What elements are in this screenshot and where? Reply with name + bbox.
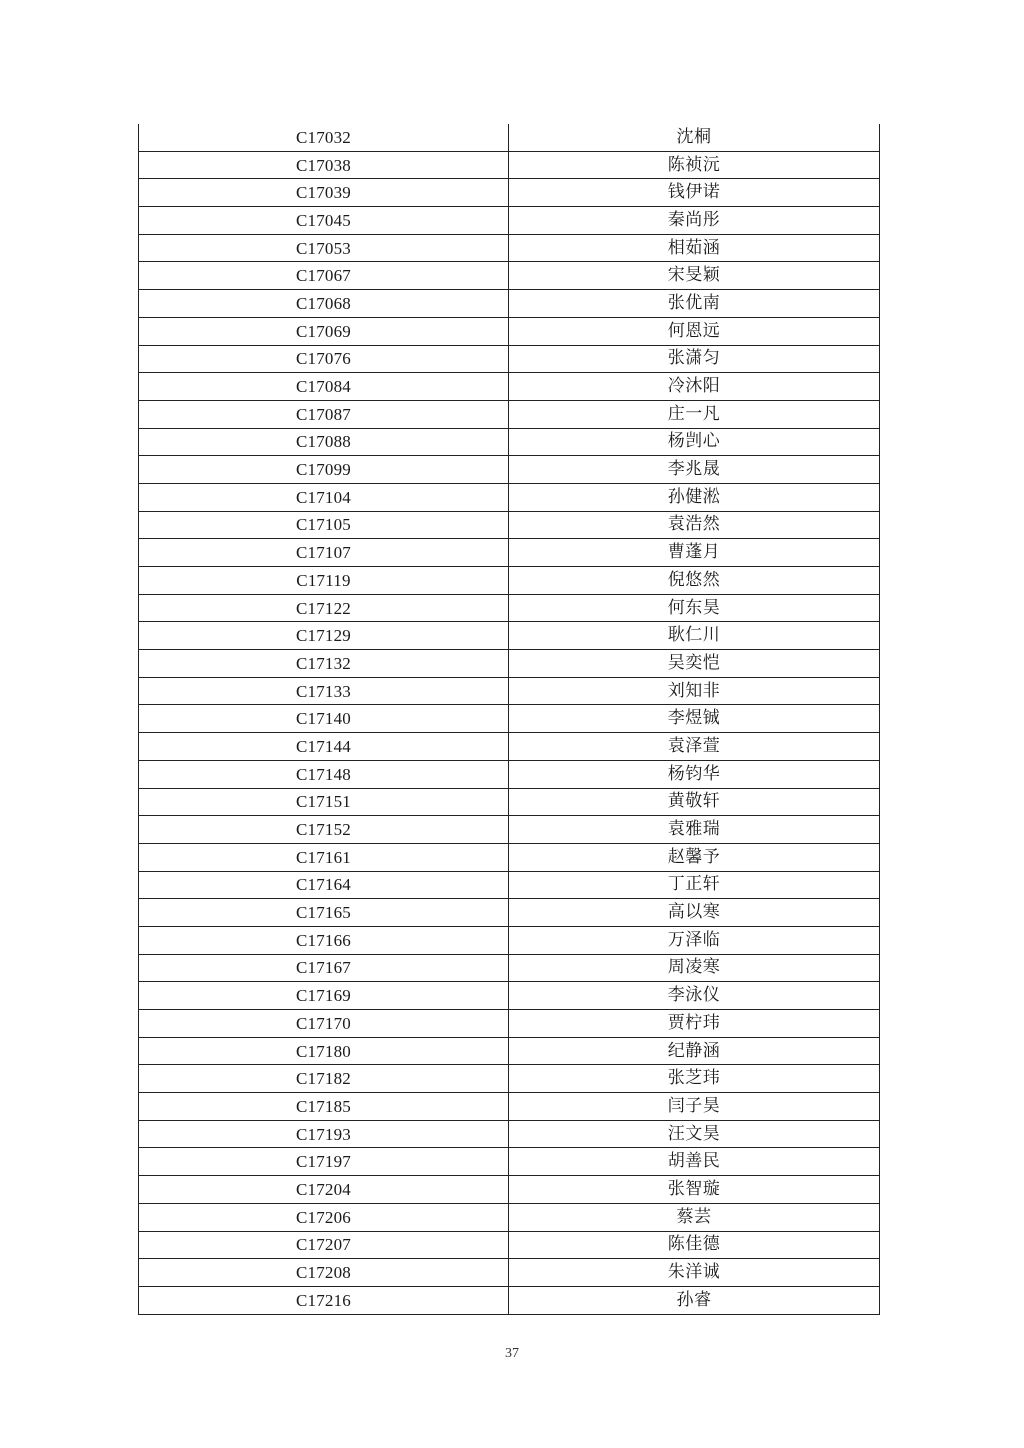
table-row bbox=[139, 622, 880, 650]
candidate-code-cell: C17133 bbox=[139, 677, 509, 705]
candidate-name-cell: 李煜铖 bbox=[509, 705, 880, 733]
candidate-code-cell: C17122 bbox=[139, 594, 509, 622]
table-row bbox=[139, 760, 880, 788]
candidate-code-cell: C17170 bbox=[139, 1010, 509, 1038]
table-row bbox=[139, 1010, 880, 1038]
table-row bbox=[139, 677, 880, 705]
table-row bbox=[139, 428, 880, 456]
candidate-name-cell: 朱洋诚 bbox=[509, 1259, 880, 1287]
candidate-name-cell: 钱伊诺 bbox=[509, 179, 880, 207]
candidate-code-cell: C17068 bbox=[139, 290, 509, 318]
candidate-code-cell: C17164 bbox=[139, 871, 509, 899]
candidate-code-cell: C17132 bbox=[139, 650, 509, 678]
candidate-name-cell: 相茹涵 bbox=[509, 234, 880, 262]
candidate-code-cell: C17216 bbox=[139, 1286, 509, 1314]
candidate-name-cell: 孙睿 bbox=[509, 1286, 880, 1314]
candidate-code-cell: C17107 bbox=[139, 539, 509, 567]
candidate-code-cell: C17087 bbox=[139, 400, 509, 428]
candidate-name-cell: 沈桐 bbox=[509, 124, 880, 151]
candidate-name-cell: 耿仁川 bbox=[509, 622, 880, 650]
table-row bbox=[139, 317, 880, 345]
candidate-code-cell: C17169 bbox=[139, 982, 509, 1010]
table-row bbox=[139, 733, 880, 761]
candidate-code-cell: C17099 bbox=[139, 456, 509, 484]
candidate-name-cell: 秦尚彤 bbox=[509, 207, 880, 235]
table-row bbox=[139, 982, 880, 1010]
table-row bbox=[139, 234, 880, 262]
candidate-name-cell: 李兆晟 bbox=[509, 456, 880, 484]
table-row bbox=[139, 1231, 880, 1259]
table-row bbox=[139, 1148, 880, 1176]
table-row bbox=[139, 1176, 880, 1204]
candidate-name-cell: 张潇匀 bbox=[509, 345, 880, 373]
candidate-name-cell: 赵馨予 bbox=[509, 843, 880, 871]
candidate-code-cell: C17140 bbox=[139, 705, 509, 733]
candidate-code-cell: C17207 bbox=[139, 1231, 509, 1259]
candidate-code-cell: C17038 bbox=[139, 151, 509, 179]
candidate-code-cell: C17144 bbox=[139, 733, 509, 761]
table-row bbox=[139, 1120, 880, 1148]
candidate-code-cell: C17206 bbox=[139, 1203, 509, 1231]
candidate-code-cell: C17167 bbox=[139, 954, 509, 982]
table-row bbox=[139, 179, 880, 207]
candidate-name-cell: 袁泽萱 bbox=[509, 733, 880, 761]
candidate-code-cell: C17129 bbox=[139, 622, 509, 650]
table-row bbox=[139, 1259, 880, 1287]
candidate-code-cell: C17105 bbox=[139, 511, 509, 539]
candidate-code-cell: C17193 bbox=[139, 1120, 509, 1148]
candidate-name-cell: 何东昊 bbox=[509, 594, 880, 622]
candidate-name-cell: 张优南 bbox=[509, 290, 880, 318]
candidate-code-cell: C17182 bbox=[139, 1065, 509, 1093]
candidate-name-cell: 丁正轩 bbox=[509, 871, 880, 899]
candidate-name-cell: 袁浩然 bbox=[509, 511, 880, 539]
table-row bbox=[139, 954, 880, 982]
table-row bbox=[139, 1065, 880, 1093]
candidate-code-cell: C17148 bbox=[139, 760, 509, 788]
table-row bbox=[139, 871, 880, 899]
candidate-code-cell: C17076 bbox=[139, 345, 509, 373]
candidate-name-cell: 张智璇 bbox=[509, 1176, 880, 1204]
candidate-name-cell: 蔡芸 bbox=[509, 1203, 880, 1231]
table-row bbox=[139, 899, 880, 927]
candidate-name-cell: 杨剀心 bbox=[509, 428, 880, 456]
candidate-code-cell: C17197 bbox=[139, 1148, 509, 1176]
table-row bbox=[139, 788, 880, 816]
candidate-code-cell: C17119 bbox=[139, 567, 509, 595]
candidate-name-cell: 陈祯沅 bbox=[509, 151, 880, 179]
roster-table-body bbox=[139, 124, 880, 1314]
candidate-code-cell: C17165 bbox=[139, 899, 509, 927]
candidate-code-cell: C17152 bbox=[139, 816, 509, 844]
table-row bbox=[139, 207, 880, 235]
candidate-name-cell: 汪文昊 bbox=[509, 1120, 880, 1148]
table-row bbox=[139, 511, 880, 539]
table-row bbox=[139, 594, 880, 622]
table-row bbox=[139, 1093, 880, 1121]
table-row bbox=[139, 124, 880, 151]
candidate-name-cell: 陈佳德 bbox=[509, 1231, 880, 1259]
candidate-code-cell: C17151 bbox=[139, 788, 509, 816]
candidate-code-cell: C17045 bbox=[139, 207, 509, 235]
candidate-name-cell: 闫子昊 bbox=[509, 1093, 880, 1121]
roster-table bbox=[138, 124, 880, 1315]
candidate-code-cell: C17185 bbox=[139, 1093, 509, 1121]
candidate-code-cell: C17039 bbox=[139, 179, 509, 207]
page-number: 37 bbox=[505, 1346, 519, 1361]
candidate-code-cell: C17088 bbox=[139, 428, 509, 456]
table-row bbox=[139, 151, 880, 179]
candidate-name-cell: 曹蓬月 bbox=[509, 539, 880, 567]
table-row bbox=[139, 650, 880, 678]
candidate-name-cell: 周凌寒 bbox=[509, 954, 880, 982]
candidate-name-cell: 袁雅瑞 bbox=[509, 816, 880, 844]
table-row bbox=[139, 400, 880, 428]
candidate-name-cell: 李泳仪 bbox=[509, 982, 880, 1010]
candidate-name-cell: 孙健淞 bbox=[509, 483, 880, 511]
table-row bbox=[139, 705, 880, 733]
table-row bbox=[139, 456, 880, 484]
table-row bbox=[139, 1203, 880, 1231]
candidate-name-cell: 何恩远 bbox=[509, 317, 880, 345]
candidate-code-cell: C17032 bbox=[139, 124, 509, 151]
candidate-code-cell: C17104 bbox=[139, 483, 509, 511]
candidate-name-cell: 冷沐阳 bbox=[509, 373, 880, 401]
candidate-name-cell: 黄敬轩 bbox=[509, 788, 880, 816]
candidate-code-cell: C17069 bbox=[139, 317, 509, 345]
candidate-code-cell: C17166 bbox=[139, 926, 509, 954]
candidate-code-cell: C17208 bbox=[139, 1259, 509, 1287]
candidate-code-cell: C17204 bbox=[139, 1176, 509, 1204]
candidate-name-cell: 宋旻颖 bbox=[509, 262, 880, 290]
candidate-name-cell: 刘知非 bbox=[509, 677, 880, 705]
candidate-code-cell: C17053 bbox=[139, 234, 509, 262]
table-row bbox=[139, 483, 880, 511]
table-row bbox=[139, 1286, 880, 1314]
table-row bbox=[139, 816, 880, 844]
table-row bbox=[139, 373, 880, 401]
table-row bbox=[139, 345, 880, 373]
table-row bbox=[139, 539, 880, 567]
candidate-code-cell: C17180 bbox=[139, 1037, 509, 1065]
table-row bbox=[139, 567, 880, 595]
candidate-name-cell: 张芝玮 bbox=[509, 1065, 880, 1093]
candidate-name-cell: 胡善民 bbox=[509, 1148, 880, 1176]
candidate-name-cell: 高以寒 bbox=[509, 899, 880, 927]
candidate-name-cell: 纪静涵 bbox=[509, 1037, 880, 1065]
candidate-code-cell: C17161 bbox=[139, 843, 509, 871]
candidate-name-cell: 贾柠玮 bbox=[509, 1010, 880, 1038]
table-row bbox=[139, 290, 880, 318]
table-row bbox=[139, 926, 880, 954]
candidate-code-cell: C17084 bbox=[139, 373, 509, 401]
table-row bbox=[139, 843, 880, 871]
candidate-name-cell: 庄一凡 bbox=[509, 400, 880, 428]
table-row bbox=[139, 262, 880, 290]
candidate-name-cell: 万泽临 bbox=[509, 926, 880, 954]
candidate-code-cell: C17067 bbox=[139, 262, 509, 290]
candidate-name-cell: 吴奕恺 bbox=[509, 650, 880, 678]
candidate-name-cell: 倪悠然 bbox=[509, 567, 880, 595]
candidate-name-cell: 杨钧华 bbox=[509, 760, 880, 788]
table-row bbox=[139, 1037, 880, 1065]
